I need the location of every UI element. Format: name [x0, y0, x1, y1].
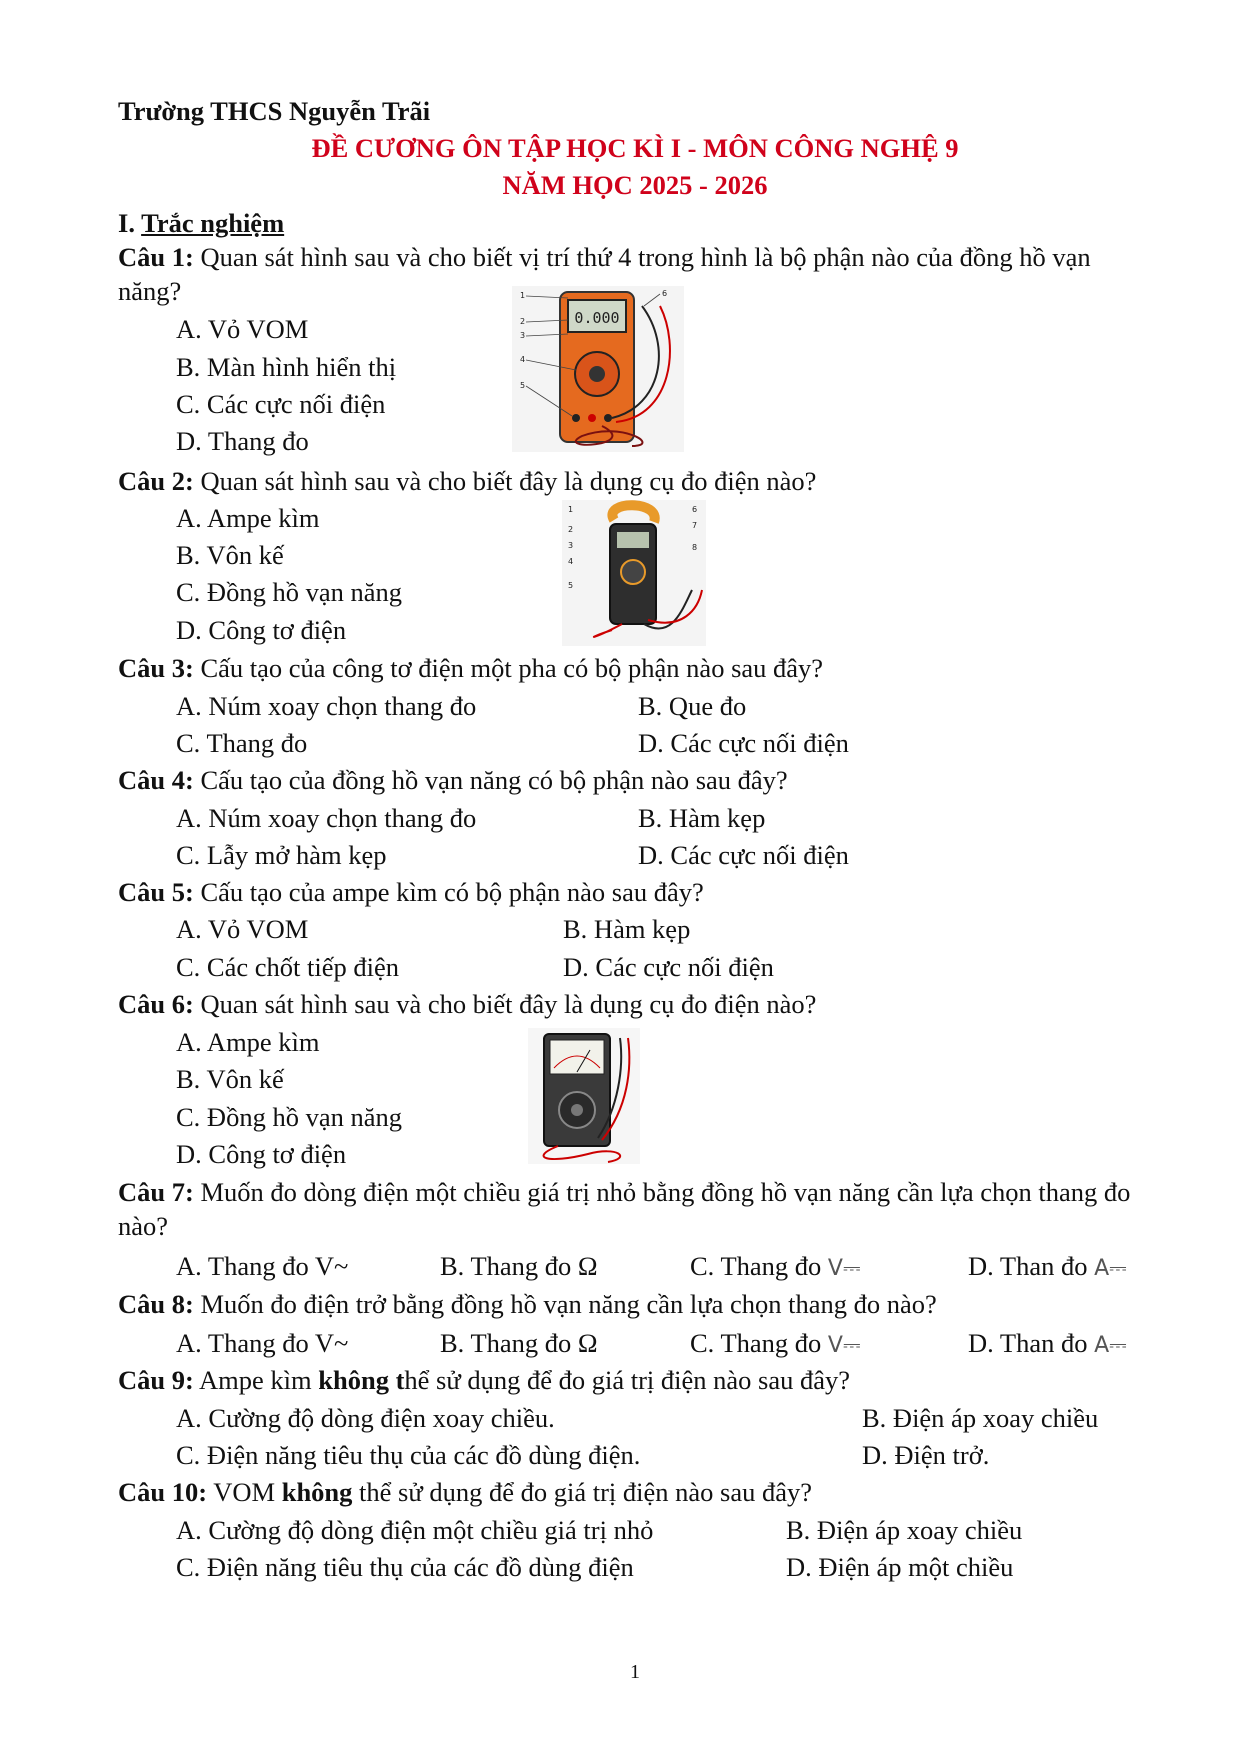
q9-option-d: D. Điện trở.	[862, 1440, 990, 1470]
q8-option-d: D. Than đo A⎓	[968, 1328, 1127, 1358]
question-2	[118, 464, 816, 498]
emphasis-khong: không	[281, 1477, 353, 1507]
callout-5: 5	[568, 581, 574, 590]
callout-5: 5	[520, 381, 526, 390]
callout-7: 7	[692, 521, 698, 530]
callout-3: 3	[520, 331, 526, 340]
callout-4: 4	[520, 355, 526, 364]
question-text: Muốn đo dòng điện một chiều giá trị nhỏ bằng đồng hồ vạn năng cần lựa chọn thang đo nào?	[118, 1177, 1131, 1241]
q5-option-a: A. Vỏ VOM	[176, 914, 309, 944]
section-heading	[118, 206, 284, 240]
callout-4: 4	[568, 557, 574, 566]
q7-option-b: B. Thang đo Ω	[440, 1251, 598, 1281]
q7-option-a: A. Thang đo V~	[176, 1251, 349, 1281]
q7-option-c: C. Thang đo V⎓	[690, 1251, 861, 1281]
q2-option-c: C. Đồng hồ vạn năng	[176, 577, 402, 607]
question-3	[118, 651, 823, 685]
question-label: Câu 8:	[118, 1289, 194, 1319]
q1-option-a: A. Vỏ VOM	[176, 314, 309, 344]
question-text: Cấu tạo của công tơ điện một pha có bộ phận nào sau đây?	[200, 653, 824, 683]
question-label: Câu 6:	[118, 989, 194, 1019]
q5-option-c: C. Các chốt tiếp điện	[176, 952, 399, 982]
question-10: Câu 10: VOM không thể sử dụng để đo giá trị điện nào sau đây?	[118, 1477, 813, 1507]
question-text: Cấu tạo của đồng hồ vạn năng có bộ phận nào sau đây?	[200, 765, 788, 795]
question-text: Quan sát hình sau và cho biết vị trí thứ 4 trong hình là bộ phận nào của đồng hồ vạn năng?	[118, 242, 1091, 306]
q5-option-d: D. Các cực nối điện	[563, 952, 774, 982]
q8-option-a: A. Thang đo V~	[176, 1328, 349, 1358]
question-7	[118, 1175, 1148, 1243]
digital-multimeter-image	[512, 286, 684, 452]
q7-option-d: D. Than đo A⎓	[968, 1251, 1127, 1281]
callout-6: 6	[692, 505, 698, 514]
q6-option-b: B. Vôn kế	[176, 1064, 284, 1094]
q3-option-d: D. Các cực nối điện	[638, 728, 849, 758]
callout-2: 2	[520, 317, 526, 326]
dc-current-symbol: A⎓	[1094, 1333, 1127, 1358]
question-text: Muốn đo điện trở bằng đồng hồ vạn năng cần lựa chọn thang đo nào?	[200, 1289, 937, 1319]
q4-option-b: B. Hàm kẹp	[638, 803, 766, 833]
question-label: Câu 10:	[118, 1477, 208, 1507]
question-label: Câu 5:	[118, 877, 194, 907]
analog-multimeter-image	[528, 1028, 640, 1164]
q5-option-b: B. Hàm kẹp	[563, 914, 691, 944]
callout-8: 8	[692, 543, 698, 552]
emphasis-khong: không t	[318, 1365, 405, 1395]
q4-option-a: A. Núm xoay chọn thang đo	[176, 803, 477, 833]
question-6	[118, 987, 816, 1021]
q4-option-d: D. Các cực nối điện	[638, 840, 849, 870]
q8-option-b: B. Thang đo Ω	[440, 1328, 598, 1358]
callout-6: 6	[662, 289, 668, 298]
section-number: I.	[118, 208, 135, 238]
q10-option-a: A. Cường độ dòng điện một chiều giá trị nhỏ	[176, 1515, 654, 1545]
clamp-meter-image	[562, 500, 706, 646]
callout-2: 2	[568, 525, 574, 534]
section-title: Trắc nghiệm	[141, 208, 285, 238]
page-number: 1	[630, 1661, 640, 1683]
question-4	[118, 763, 788, 797]
q1-option-b: B. Màn hình hiển thị	[176, 352, 397, 382]
q1-option-d: D. Thang đo	[176, 426, 309, 456]
question-label: Câu 9:	[118, 1365, 194, 1395]
callout-1: 1	[520, 291, 526, 300]
question-label: Câu 1:	[118, 242, 194, 272]
q9-option-c: C. Điện năng tiêu thụ của các đồ dùng điện.	[176, 1440, 641, 1470]
q2-option-a: A. Ampe kìm	[176, 503, 320, 533]
q3-option-c: C. Thang đo	[176, 728, 308, 758]
q10-option-c: C. Điện năng tiêu thụ của các đồ dùng điện	[176, 1552, 634, 1582]
school-year: NĂM HỌC 2025 - 2026	[502, 170, 768, 200]
dc-current-symbol: A⎓	[1094, 1256, 1127, 1281]
q8-option-c: C. Thang đo V⎓	[690, 1328, 861, 1358]
q2-option-d: D. Công tơ điện	[176, 615, 347, 645]
question-8	[118, 1287, 937, 1321]
document-title: ĐỀ CƯƠNG ÔN TẬP HỌC KÌ I - MÔN CÔNG NGHỆ 9	[311, 133, 959, 163]
q2-option-b: B. Vôn kế	[176, 540, 284, 570]
q4-option-c: C. Lẫy mở hàm kẹp	[176, 840, 387, 870]
q1-option-c: C. Các cực nối điện	[176, 389, 386, 419]
q6-option-a: A. Ampe kìm	[176, 1027, 320, 1057]
question-label: Câu 3:	[118, 653, 194, 683]
callout-3: 3	[568, 541, 574, 550]
dc-voltage-symbol: V⎓	[827, 1333, 861, 1358]
question-text: Quan sát hình sau và cho biết đây là dụng cụ đo điện nào?	[200, 989, 817, 1019]
question-5	[118, 875, 704, 909]
question-label: Câu 4:	[118, 765, 194, 795]
q10-option-b: B. Điện áp xoay chiều	[786, 1515, 1023, 1545]
question-text: Cấu tạo của ampe kìm có bộ phận nào sau đây?	[200, 877, 704, 907]
q10-option-d: D. Điện áp một chiều	[786, 1552, 1014, 1582]
q9-option-a: A. Cường độ dòng điện xoay chiều.	[176, 1403, 555, 1433]
q6-option-d: D. Công tơ điện	[176, 1139, 347, 1169]
q3-option-a: A. Núm xoay chọn thang đo	[176, 691, 477, 721]
q6-option-c: C. Đồng hồ vạn năng	[176, 1102, 402, 1132]
dc-voltage-symbol: V⎓	[827, 1256, 861, 1281]
q9-option-b: B. Điện áp xoay chiều	[862, 1403, 1099, 1433]
q3-option-b: B. Que đo	[638, 691, 747, 721]
question-label: Câu 2:	[118, 466, 194, 496]
display-readout: 0.000	[574, 309, 620, 327]
question-text: Quan sát hình sau và cho biết đây là dụng cụ đo điện nào?	[200, 466, 817, 496]
callout-1: 1	[568, 505, 574, 514]
question-label: Câu 7:	[118, 1177, 194, 1207]
question-9: Câu 9: Ampe kìm không thể sử dụng để đo giá trị điện nào sau đây?	[118, 1365, 851, 1395]
school-name: Trường THCS Nguyễn Trãi	[118, 96, 431, 126]
